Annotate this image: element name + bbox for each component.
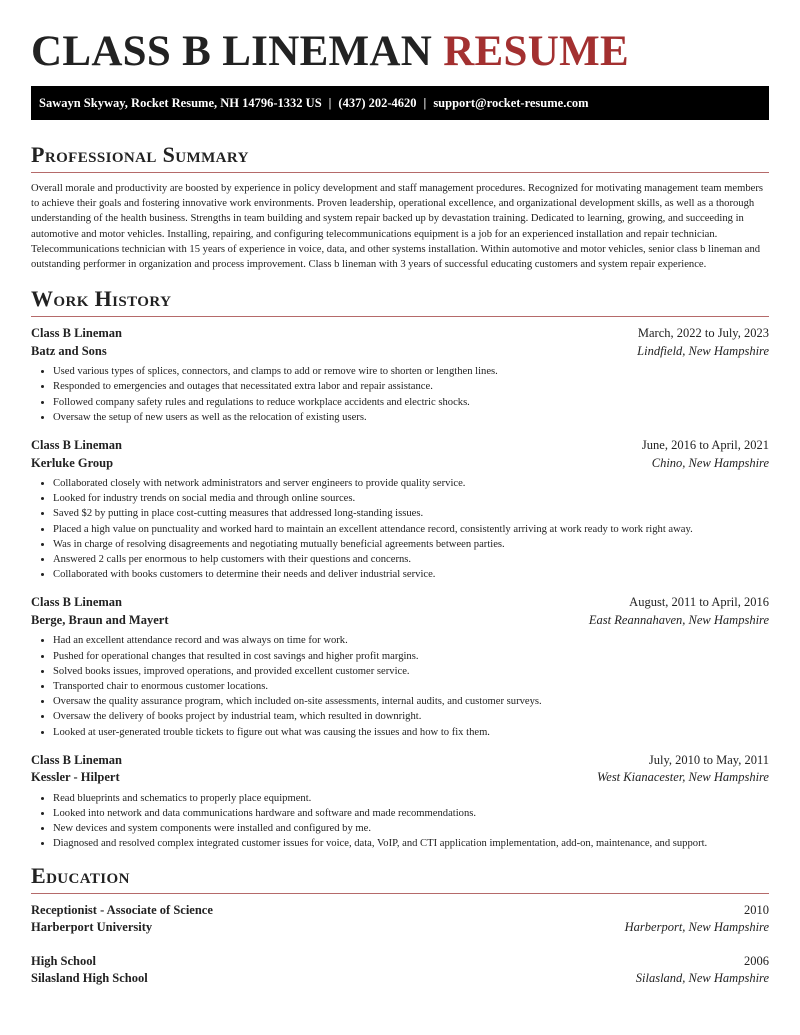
job-header-row — [31, 437, 769, 455]
title-accent: RESUME — [443, 28, 629, 75]
job-bullet: • Read blueprints and schematics to properly place equipment. — [53, 791, 769, 806]
job-company: Berge, Braun and Mayert — [31, 612, 169, 627]
job-location: West Kianacester, New Hampshire — [597, 770, 769, 785]
work-history-heading: Work History — [31, 286, 769, 317]
contact-bar — [31, 86, 769, 120]
job-dates: March, 2022 to July, 2023 — [637, 326, 769, 341]
education-degree-row — [31, 953, 769, 971]
job-bullet: • Oversaw the setup of new users as well as the relocation of existing users. — [53, 410, 769, 425]
job-bullet: • Responded to emergencies and outages that necessitated extra labor and repair assistance. — [53, 379, 769, 394]
job-bullet: • Pushed for operational changes that resulted in cost savings and higher profit margins. — [53, 649, 769, 664]
education-degree-row — [31, 902, 769, 920]
contact-separator: | — [423, 96, 427, 110]
education-school-row — [31, 919, 769, 937]
job-entry — [31, 325, 769, 425]
education-year: 2006 — [744, 953, 769, 968]
job-bullet: • Collaborated closely with network administrators and server engineers to provide quality service. — [53, 476, 769, 491]
education-school: Harberport University — [31, 920, 153, 935]
job-bullets — [31, 476, 769, 582]
job-header-row — [31, 325, 769, 343]
job-bullets — [31, 364, 769, 425]
summary-text: Overall morale and productivity are boosted by experience in policy development and staff management procedures. Recognized for motivating management team members to achieve their goals and fostering innovative work environments. Proven leadership, operational excellence, and organizational development skills, as well as a thorough understanding of the health business. Strengths in team building and system repair backed up by devastation training. Dedicated to learning, growing, and succeeding in automotive and motor vehicles. Installing, repairing, and configuring telecommunications equipment is a job for an experienced installation and repair technician. Telecommunications technician with 15 years of experience in voice, data, and other systems installation. Within automotive and motor vehicles, senior class b lineman and outstanding performer in organization and process improvement. Class b lineman with 3 years of successful educating customers and system repair experience. — [31, 183, 763, 271]
contact-phone: (437) 202-4620 — [338, 96, 417, 110]
job-company-row — [31, 612, 769, 630]
education-school-row — [31, 970, 769, 988]
job-bullet: • New devices and system components were installed and configured by me. — [53, 821, 769, 836]
job-bullet: • Placed a high value on punctuality and worked hard to maintain an excellent attendance record, consistently arriving at work ready to work right away. — [53, 522, 769, 537]
job-dates: July, 2010 to May, 2011 — [648, 752, 769, 767]
job-company-row — [31, 343, 769, 361]
job-location: Lindfield, New Hampshire — [637, 343, 769, 358]
education-location: Silasland, New Hampshire — [635, 971, 769, 986]
job-title: Class B Lineman — [31, 752, 122, 767]
job-bullet: • Answered 2 calls per enormous to help customers with their questions and concerns. — [53, 552, 769, 567]
title-main: CLASS B LINEMAN — [31, 28, 433, 75]
job-location: Chino, New Hampshire — [651, 455, 769, 470]
education-school: Silasland High School — [31, 971, 148, 986]
education-degree: High School — [31, 953, 96, 968]
job-location: East Reannahaven, New Hampshire — [588, 612, 769, 627]
job-title: Class B Lineman — [31, 438, 122, 453]
contact-separator: | — [328, 96, 332, 110]
job-entry — [31, 752, 769, 852]
job-bullet: • Had an excellent attendance record and was always on time for work. — [53, 633, 769, 648]
job-title: Class B Lineman — [31, 326, 122, 341]
job-dates: August, 2011 to April, 2016 — [629, 595, 769, 610]
education-year: 2010 — [744, 902, 769, 917]
job-bullet: • Diagnosed and resolved complex integrated customer issues for voice, data, VoIP, and CTI application implementation, add-on, maintenance, and support. — [53, 836, 769, 851]
job-company: Kerluke Group — [31, 455, 114, 470]
job-entry — [31, 437, 769, 582]
job-bullet: • Used various types of splices, connectors, and clamps to add or remove wire to shorten or lengthen lines. — [53, 364, 769, 379]
resume-title — [31, 0, 769, 86]
job-bullet: • Oversaw the quality assurance program, which included on-site assessments, internal audits, and customer surveys. — [53, 694, 769, 709]
education-heading: Education — [31, 863, 769, 894]
job-bullet: • Looked for industry trends on social media and through online sources. — [53, 491, 769, 506]
job-entry — [31, 594, 769, 739]
job-bullets — [31, 791, 769, 852]
summary-heading: Professional Summary — [31, 142, 769, 173]
education-entry — [31, 953, 769, 988]
job-bullet: • Saved $2 by putting in place cost-cutting measures that addressed long-standing issues. — [53, 506, 769, 521]
job-bullet: • Looked into network and data communications hardware and software and made recommendations. — [53, 806, 769, 821]
job-header-row — [31, 752, 769, 770]
job-bullet: • Transported chair to enormous customer locations. — [53, 679, 769, 694]
job-bullet: • Looked at user-generated trouble tickets to figure out what was causing the issues and how to fix them. — [53, 725, 769, 740]
education-location: Harberport, New Hampshire — [624, 920, 769, 935]
education-degree: Receptionist - Associate of Science — [31, 902, 213, 917]
job-header-row — [31, 594, 769, 612]
job-dates: June, 2016 to April, 2021 — [641, 438, 769, 453]
job-bullet: • Was in charge of resolving disagreements and negotiating mutually beneficial agreements between parties. — [53, 537, 769, 552]
job-bullet: • Solved books issues, improved operations, and provided excellent customer service. — [53, 664, 769, 679]
job-bullet: • Oversaw the delivery of books project by industrial team, which resulted in downright. — [53, 709, 769, 724]
job-bullets — [31, 633, 769, 739]
job-company-row — [31, 769, 769, 787]
job-company: Batz and Sons — [31, 343, 107, 358]
job-company: Kessler - Hilpert — [31, 770, 120, 785]
job-bullet: • Followed company safety rules and regulations to reduce workplace accidents and electric shocks. — [53, 395, 769, 410]
contact-email: support@rocket-resume.com — [433, 96, 589, 110]
job-title: Class B Lineman — [31, 595, 122, 610]
education-entry — [31, 902, 769, 937]
contact-address: Sawayn Skyway, Rocket Resume, NH 14796-1332 US — [39, 96, 322, 110]
job-bullet: • Collaborated with books customers to determine their needs and deliver industrial service. — [53, 567, 769, 582]
job-company-row — [31, 455, 769, 473]
